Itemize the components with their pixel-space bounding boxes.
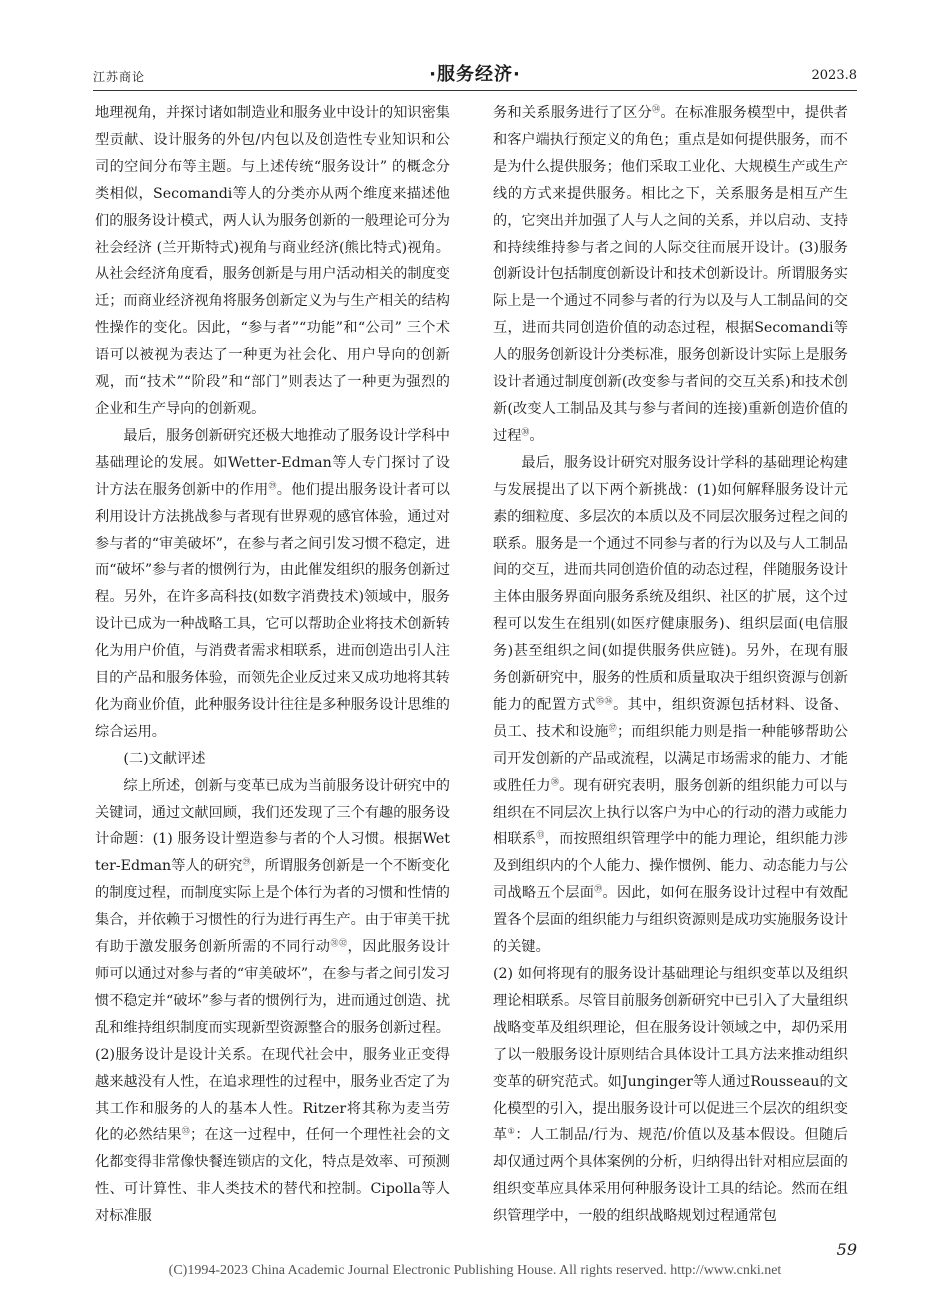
citation-ref: ㊳ [550,776,560,786]
subheading-text: (二)文献评述 [123,750,206,767]
citation-ref: ㉙ [268,480,277,490]
paragraph-text: 最后，服务创新研究还极大地推动了服务设计学科中基础理论的发展。如Wetter-Edman等人专门探讨了设计方法在服务创新中的作用 [95,427,450,498]
citation-ref: ① [507,1126,516,1136]
journal-name: 江苏商论 [93,70,146,84]
subheading [95,746,450,773]
paragraph-text: 。其中，组织资源包括材料、设备、员工、技术和设施 [493,696,848,740]
paragraph [95,773,450,1230]
paragraph-text: 务和关系服务进行了区分 [493,105,653,121]
paragraph-text: ：人工制品/行为、规范/价值以及基本假设。但随后却仅通过两个具体案例的分析，归纳得出针对相应层面的组织变革应具体采用何种服务设计工具的结论。然而在组织管理学中，一般的组织战略规划过程通常包 [493,1127,848,1225]
paragraph-text: 。 [529,427,544,444]
paragraph-text: ；在这一过程中，任何一个理性社会的文化都变得非常像快餐连锁店的文化，特点是效率、可预测性、可计算性、非人类技术的替代和控制。Cipolla等人对标准服 [95,1127,450,1225]
paragraph-text: 。他们提出服务设计者可以利用设计方法挑战参与者现有世界观的感官体验，通过对参与者的“审美破坏”，在参与者之间引发习惯不稳定，进而“破坏”参与者的惯例行为，由此催发组织的服务创新过程。另外，在许多高科技(如数字消费技术)领域中，服务设计已成为一种战略工具，它可以帮助企业将技术创新转化为用户价值，与消费者需求相联系，进而创造出引人注目的产品和服务体验，而领先企业反过来又成功地将其转化为商业价值，此种服务设计往往是多种服务设计思维的综合运用。 [95,481,451,740]
copyright-footer: (C)1994-2023 China Academic Journal Electronic Publishing House. All rights reserved. http://www.cnki.net [168,1263,782,1278]
section-title: ·服务经济· [429,64,521,85]
paragraph-text: 。现有研究表明，服务创新的组织能力可以与组织在不同层次上执行以客户为中心的行动的潜力或能力相联系 [493,777,848,848]
citation-ref: ㉚ [521,427,530,437]
left-column [95,100,450,1230]
paragraph-text: ；而组织能力则是指一种能够帮助公司开发创新的产品或流程，以满足市场需求的能力、才能或胜任力 [493,723,848,794]
citation-ref: ㉙ [242,857,251,867]
header-rule [93,90,857,91]
page-number: 59 [836,1240,857,1259]
paragraph-text: (2) 如何将现有的服务设计基础理论与组织变革以及组织理论相联系。尽管目前服务创新研究中已引入了大量组织战略变革及组织理论，但在服务设计领域之中，却仍采用了以一般服务设计原则结合具体设计工具方法来推动组织变革的研究范式。如Junginger等人通过Rousseau的文化模型的引入，提出服务设计可以促进三个层次的组织变革 [493,966,848,1144]
citation-ref: ㊲ [608,723,617,733]
paragraph [493,450,848,961]
paragraph [493,100,848,450]
citation-ref: ㉝ [181,1126,191,1136]
paragraph [493,961,848,1230]
paragraph-text: 地理视角，并探讨诸如制造业和服务业中设计的知识密集型贡献、设计服务的外包/内包以及创造性专业知识和公司的空间分布等主题。与上述传统“服务设计” 的概念分类相似，Secomandi等人的分类亦从两个维度来描述他们的服务设计模式，两人认为服务创新的一般理论可分为社会经济 (兰开斯特式)视角与商业经济(熊比特式)视角。从社会经济角度看，服务创新是与用户活动相关的制度变迁；而商业经济视角将服务创新定义为与生产相关的结构性操作的变化。因此，“参与者”“功能”和“公司” 三个术语可以被视为表达了一种更为社会化、用户导向的创新观，而“技术”“阶段”和“部门”则表达了一种更为强烈的企业和生产导向的创新观。 [95,105,450,417]
paragraph-text: ，因此服务设计师可以通过对参与者的“审美破坏”，在参与者之间引发习惯不稳定并“破坏”参与者的惯例行为，进而通过创造、扰乱和维持组织制度而实现新型资源整合的服务创新过程。(2)服务设计是设计关系。在现代社会中，服务业正变得越来越没有人性，在追求理性的过程中，服务业否定了为其工作和服务的人的基本人性。Ritzer将其称为麦当劳化的必然结果 [95,939,451,1144]
paragraph-text: 最后，服务设计研究对服务设计学科的基础理论构建与发展提出了以下两个新挑战：(1)如何解释服务设计元素的细粒度、多层次的本质以及不同层次服务过程之间的联系。服务是一个通过不同参与者的行为以及与人工制品间的交互，进而共同创造价值的动态过程，伴随服务设计主体由服务界面向服务系统及组织、社区的扩展，这个过程可以发生在组别(如医疗健康服务)、组织层面(电信服务)甚至组织之间(如提供服务供应链)。另外，在现有服务创新研究中，服务的性质和质量取决于组织资源与创新能力的配置方式 [493,454,848,713]
paragraph-text: ，而按照组织管理学中的能力理论，组织能力涉及到组织内的个人能力、操作惯例、能力、动态能力与公司战略五个层面 [493,831,848,902]
paragraph [95,100,450,423]
paragraph-text: ，所谓服务创新是一个不断变化的制度过程，而制度实际上是个体行为者的习惯和性情的集合，并依赖于习惯性的行为进行再生产。由于审美干扰有助于激发服务创新所需的不同行动 [95,858,450,956]
paragraph-text: 综上所述，创新与变革已成为当前服务设计研究中的关键词，通过文献回顾，我们还发现了三个有趣的服务设计命题：(1) 服务设计塑造参与者的个人习惯。根据Wetter-Edman等人的研究 [95,777,450,875]
right-column [493,100,848,1230]
issue-label: 2023.8 [811,68,857,83]
citation-ref: ㊴ [594,884,603,894]
citation-ref: ㉟㊱ [596,696,614,706]
citation-ref: ㉞ [652,104,661,114]
running-header [93,60,857,88]
paragraph-text: 。在标准服务模型中，提供者和客户端执行预定义的角色；重点是如何提供服务，而不是为什么提供服务；他们采取工业化、大规模生产或生产线的方式来提供服务。相比之下，关系服务是相互产生的，它突出并加强了人与人之间的关系，并以启动、支持和持续维持参与者之间的人际交往而展开设计。(3)服务创新设计包括制度创新设计和技术创新设计。所谓服务实际上是一个通过不同参与者的行为以及与人工制品间的交互，进而共同创造价值的动态过程，根据Secomandi等人的服务创新设计分类标准，服务创新设计实际上是服务设计者通过制度创新(改变参与者间的交互关系)和技术创新(改变人工制品及其与参与者间的连接)重新创造价值的过程 [493,105,848,444]
paragraph-text: 。因此，如何在服务设计过程中有效配置各个层面的组织能力与组织资源则是成功实施服务设计的关键。 [493,885,848,956]
paragraph [95,423,450,746]
citation-ref: ㉛㉜ [330,938,348,948]
citation-ref: ⑬ [536,830,545,840]
